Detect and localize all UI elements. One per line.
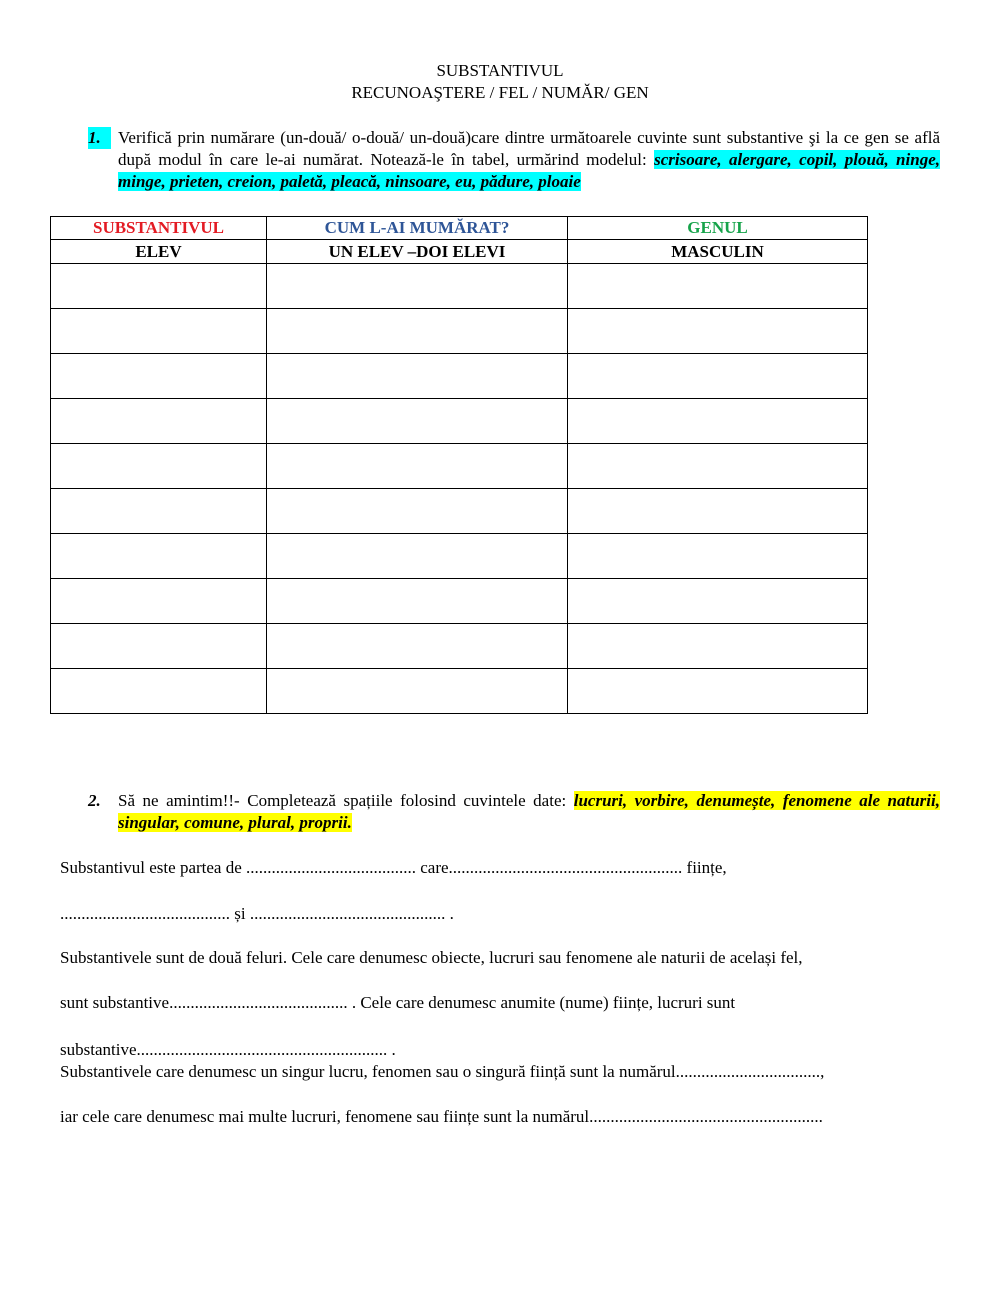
answer-cell[interactable]	[568, 579, 868, 624]
answer-cell[interactable]	[568, 264, 868, 309]
exercise-1	[88, 127, 940, 193]
table-row	[51, 444, 868, 489]
answer-cell[interactable]	[267, 669, 568, 714]
model-gender: MASCULIN	[568, 240, 868, 264]
table-row	[51, 309, 868, 354]
answer-cell[interactable]	[267, 444, 568, 489]
page-title: SUBSTANTIVUL	[436, 61, 564, 80]
table-row	[51, 489, 868, 534]
fill-line-1[interactable]: Substantivul este partea de ........................................ care....................................................... ființe,	[60, 858, 727, 877]
answer-cell[interactable]	[568, 624, 868, 669]
answer-cell[interactable]	[568, 489, 868, 534]
answer-cell[interactable]	[51, 399, 267, 444]
exercise-2-number: 2.	[88, 791, 101, 810]
answer-cell[interactable]	[51, 489, 267, 534]
answer-cell[interactable]	[51, 579, 267, 624]
table-row	[51, 624, 868, 669]
answer-cell[interactable]	[51, 534, 267, 579]
answer-cell[interactable]	[267, 579, 568, 624]
exercise-2-word-list: lucruri, vorbire, denumește, fenomene ale naturii, singular, comune, plural, proprii.	[118, 791, 940, 832]
exercise-2-text	[118, 790, 940, 834]
header-genul: GENUL	[568, 217, 868, 240]
table-row	[51, 399, 868, 444]
answer-cell[interactable]	[51, 444, 267, 489]
answer-cell[interactable]	[51, 354, 267, 399]
table-row	[51, 669, 868, 714]
model-counting: UN ELEV –DOI ELEVI	[267, 240, 568, 264]
answer-cell[interactable]	[568, 669, 868, 714]
table-header-row	[51, 217, 868, 240]
header-cum-l-ai-numarat: CUM L-AI MUMĂRAT?	[267, 217, 568, 240]
answer-cell[interactable]	[267, 624, 568, 669]
answer-cell[interactable]	[51, 669, 267, 714]
fill-line-3: Substantivele sunt de două feluri. Cele care denumesc obiecte, lucruri sau fenomene ale naturii de același fel,	[60, 948, 803, 967]
exercise-1-number: 1.	[88, 127, 111, 149]
header-substantivul: SUBSTANTIVUL	[51, 217, 267, 240]
answer-cell[interactable]	[267, 399, 568, 444]
answer-cell[interactable]	[568, 309, 868, 354]
fill-line-6[interactable]: Substantivele care denumesc un singur lucru, fenomen sau o singură ființă sunt la numărul..................................,	[60, 1062, 825, 1081]
exercise-2-instruction: Să ne amintim!!- Completează spațiile folosind cuvintele date:	[118, 791, 574, 810]
answer-cell[interactable]	[267, 309, 568, 354]
answer-cell[interactable]	[568, 444, 868, 489]
answer-cell[interactable]	[568, 399, 868, 444]
table-row	[51, 579, 868, 624]
answer-table	[50, 216, 868, 714]
fill-line-7[interactable]: iar cele care denumesc mai multe lucruri, fenomene sau ființe sunt la numărul.......................................................	[60, 1107, 823, 1126]
answer-cell[interactable]	[267, 354, 568, 399]
fill-line-5[interactable]: substantive........................................................... .	[60, 1040, 396, 1059]
exercise-1-text	[118, 127, 940, 193]
table-row	[51, 534, 868, 579]
fill-line-4[interactable]: sunt substantive.......................................... . Cele care denumesc anumite (nume) ființe, lucruri sunt	[60, 993, 736, 1012]
answer-cell[interactable]	[51, 264, 267, 309]
answer-cell[interactable]	[267, 534, 568, 579]
answer-cell[interactable]	[267, 264, 568, 309]
table-row	[51, 264, 868, 309]
page-subtitle: RECUNOAŞTERE / FEL / NUMĂR/ GEN	[351, 83, 649, 102]
exercise-2	[88, 790, 940, 834]
title-block	[0, 60, 1000, 104]
answer-cell[interactable]	[568, 534, 868, 579]
exercise-1-word-list: scrisoare, alergare, copil, plouă, ninge, minge, prieten, creion, paletă, pleacă, ninsoare, eu, pădure, ploaie	[118, 150, 940, 191]
fill-line-2[interactable]: ........................................ și .............................................. .	[60, 904, 454, 923]
answer-cell[interactable]	[51, 624, 267, 669]
answer-cell[interactable]	[267, 489, 568, 534]
model-noun: ELEV	[51, 240, 267, 264]
table-row	[51, 354, 868, 399]
answer-cell[interactable]	[568, 354, 868, 399]
exercise-1-instruction: Verifică prin numărare (un-două/ o-două/ un-două)care dintre următoarele cuvinte sunt substantive şi la ce gen se află după modul în care le-ai numărat. Notează-le în tabel, urmărind modelul:	[118, 128, 940, 169]
answer-cell[interactable]	[51, 309, 267, 354]
table-model-row	[51, 240, 868, 264]
